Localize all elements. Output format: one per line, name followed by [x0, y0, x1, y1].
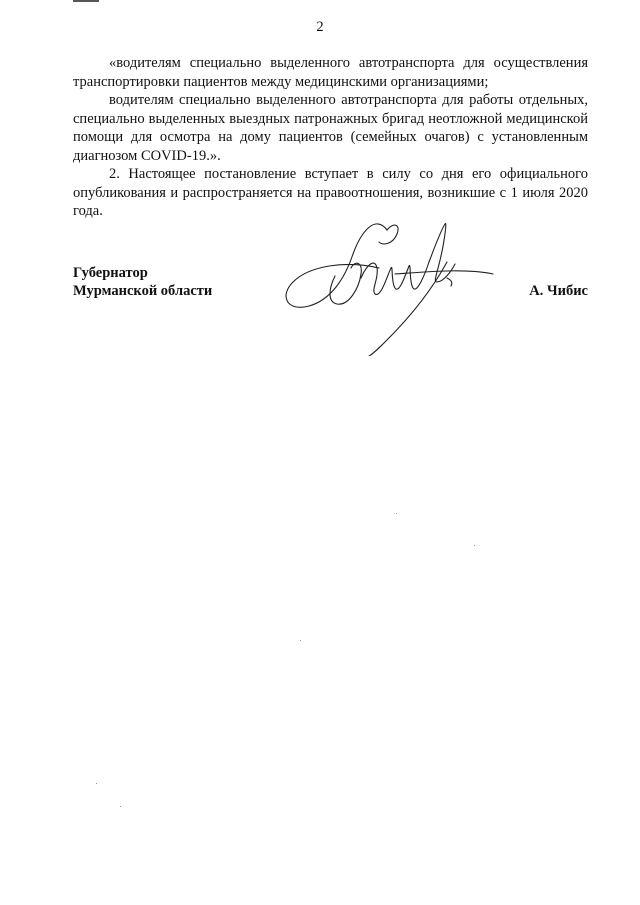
scan-speck — [396, 513, 397, 514]
scan-speck — [120, 806, 121, 807]
paragraph-entry-into-force: 2. Настоящее постановление вступает в силу со дня его официального опубликования и распространяется на правоотношения, возникшие с 1 июля 2020 года. — [73, 166, 588, 219]
scan-speck — [300, 640, 301, 641]
document-body — [73, 54, 588, 221]
scan-speck — [474, 545, 475, 546]
signer-title-line1: Губернатор — [73, 265, 148, 281]
paragraph-drivers-transport: «водителям специально выделенного автотранспорта для осуществления транспортировки пациентов между медицинскими организациями; — [73, 55, 588, 90]
signer-name: А. Чибис — [529, 283, 588, 299]
signer-title-line2: Мурманской области — [73, 283, 213, 299]
paragraph-drivers-brigades: водителям специально выделенного автотранспорта для работы отдельных, специально выделенных выездных патронажных бригад неотложной медицинской помощи для осмотра на дому пациентов (семейных очагов) с установленным диагнозом COVID-19.». — [73, 92, 588, 164]
handwritten-signature — [275, 216, 495, 356]
scan-edge-mark — [73, 0, 99, 2]
signature-block — [73, 264, 588, 404]
page-number: 2 — [316, 19, 324, 35]
scan-speck — [96, 783, 97, 784]
